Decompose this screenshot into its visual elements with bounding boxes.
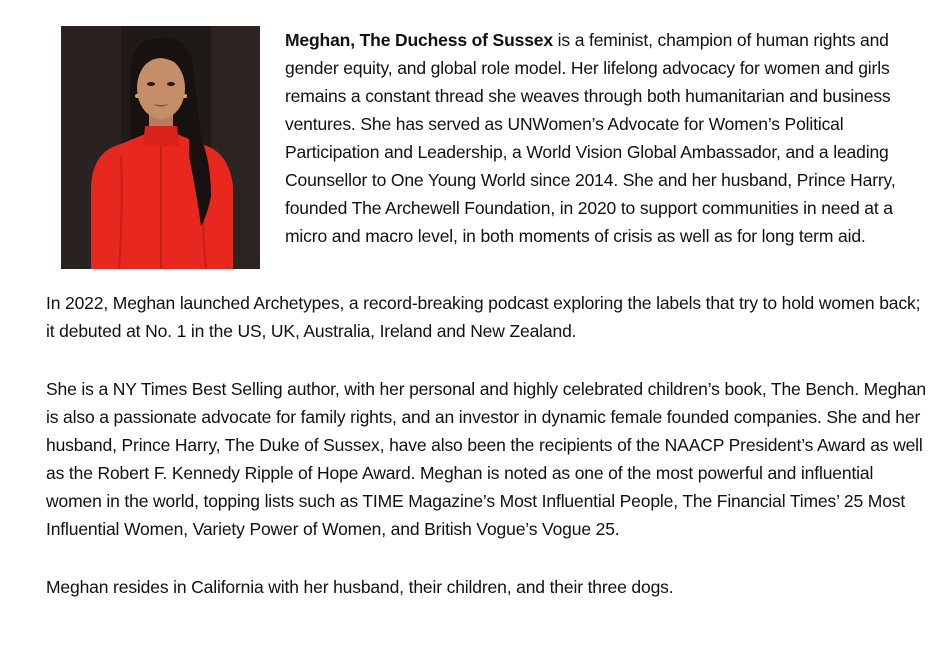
bio-paragraph-author: She is a NY Times Best Selling author, with her personal and highly celebrated children’s book, The Bench. Meghan is also a passionate advocate for family rights, and an investor in dynamic female founded companies. She and her husband, Prince Harry, The Duke of Sussex, have also been the recipients of the NAACP President’s Award as well as the Robert F. Kennedy Ripple of Hope Award. Meghan is noted as one of the most powerful and influential women in the world, topping lists such as TIME Magazine’s Most Influential People, The Financial Times’ 25 Most Influential Women, Variety Power of Women, and British Vogue’s Vogue 25.: [46, 379, 926, 539]
bio-paragraph-podcast: In 2022, Meghan launched Archetypes, a record-breaking podcast exploring the labels that try to hold women back; it debuted at No. 1 in the US, UK, Australia, Ireland and New Zealand.: [46, 293, 921, 341]
bio-intro-text: is a feminist, champion of human rights and gender equity, and global role model. Her lifelong advocacy for women and girls remains a constant thread she weaves through both humanitarian and business ventures. She has served as UNWomen’s Advocate for Women’s Political Participation and Leadership, a World Vision Global Ambassador, and a leading Counsellor to One Young World since 2014. She and her husband, Prince Harry, founded The Archewell Foundation, in 2020 to support communities in need at a micro and macro level, in both moments of crisis as well as for long term aid.: [285, 30, 896, 246]
bio-paragraph-residence: Meghan resides in California with her husband, their children, and their three dogs.: [46, 577, 674, 597]
portrait-illustration: [61, 26, 260, 269]
portrait-image: [61, 26, 260, 269]
bio-name: Meghan, The Duchess of Sussex: [285, 30, 553, 50]
bio-section: [46, 26, 926, 631]
